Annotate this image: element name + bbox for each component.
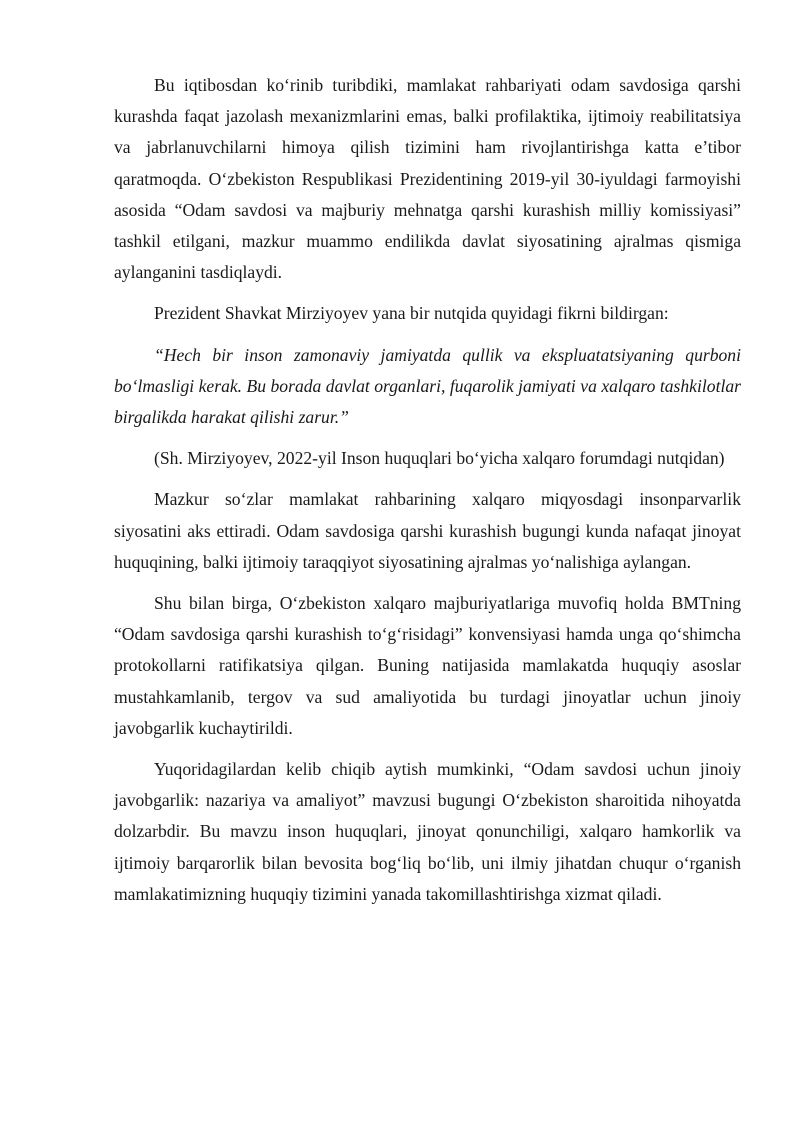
paragraph-conclusion: Yuqoridagilardan kelib chiqib aytish mumkinki, “Odam savdosi uchun jinoiy javobgarlik: nazariya va amaliyot” mavzusi bugungi O‘zbekiston sharoitida nihoyatda dolzarbdir. Bu mavzu inson huquqlari, jinoyat qonunchiligi, xalqaro hamkorlik va ijtimoiy barqarorlik bilan bevosita bog‘liq bo‘lib, uni ilmiy jihatdan chuqur o‘rganish mamlakatimizning huquqiy tizimini yanada takomillashtirishga xizmat qiladi. bbox=[114, 759, 741, 904]
paragraph-quote: “Hech bir inson zamonaviy jamiyatda qullik va ekspluatatsiyaning qurboni bo‘lmasligi kerak. Bu borada davlat organlari, fuqarolik jamiyati va xalqaro tashkilotlar birgalikda harakat qilishi zarur.” bbox=[114, 344, 741, 428]
paragraph-citation: (Sh. Mirziyoyev, 2022-yil Inson huquqlari bo‘yicha xalqaro forumdagi nutqidan) bbox=[154, 448, 725, 469]
paragraph-intro: Bu iqtibosdan ko‘rinib turibdiki, mamlakat rahbariyati odam savdosiga qarshi kurashda faqat jazolash mexanizmlarini emas, balki profilaktika, ijtimoiy reabilitatsiya va jabrlanuvchilarni himoya qilish tizimini ham rivojlantirishga katta e’tibor qaratmoqda. O‘zbekiston Respublikasi Prezidentining 2019-yil 30-iyuldagi farmoyishi asosida “Odam savdosi va majburiy mehnatga qarshi kurashish milliy komissiyasi” tashkil etilgani, mazkur muammo endilikda davlat siyosatining ajralmas qismiga aylanganini tasdiqlaydi. bbox=[114, 75, 741, 283]
document-page bbox=[114, 70, 741, 920]
paragraph-international-obligations: Shu bilan birga, O‘zbekiston xalqaro majburiyatlariga muvofiq holda BMTning “Odam savdosiga qarshi kurashish to‘g‘risidagi” konvensiyasi hamda unga qo‘shimcha protokollarni ratifikatsiya qilgan. Buning natijasida mamlakatda huquqiy asoslar mustahkamlanib, tergov va sud amaliyotida bu turdagi jinoyatlar uchun jinoiy javobgarlik kuchaytirildi. bbox=[114, 593, 741, 738]
paragraph-president-statement: Prezident Shavkat Mirziyoyev yana bir nutqida quyidagi fikrni bildirgan: bbox=[154, 303, 669, 324]
paragraph-commentary: Mazkur so‘zlar mamlakat rahbarining xalqaro miqyosdagi insonparvarlik siyosatini aks ettiradi. Odam savdosiga qarshi kurashish bugungi kunda nafaqat jinoyat huquqining, balki ijtimoiy taraqqiyot siyosatining ajralmas yo‘nalishiga aylangan. bbox=[114, 489, 741, 572]
